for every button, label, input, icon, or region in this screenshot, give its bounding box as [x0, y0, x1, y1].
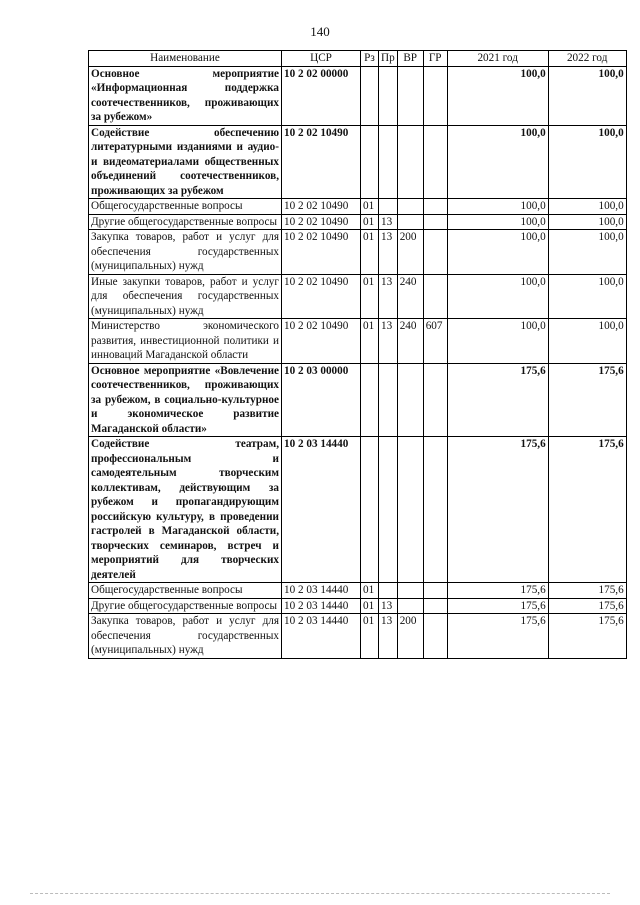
row-2022: 100,0 [548, 125, 626, 199]
row-2021: 175,6 [447, 363, 548, 437]
row-name: Другие общегосударственные вопросы [89, 214, 282, 230]
col-csr-header: ЦСР [282, 51, 361, 67]
col-pr-header: Пр [379, 51, 398, 67]
row-2021: 175,6 [447, 598, 548, 614]
col-gr-header: ГР [423, 51, 447, 67]
row-rz: 01 [361, 230, 379, 275]
row-vr: 200 [397, 614, 423, 659]
row-2021: 175,6 [447, 583, 548, 599]
row-2022: 175,6 [548, 598, 626, 614]
table-row [89, 363, 627, 437]
table-row [89, 125, 627, 199]
row-name: Другие общегосударственные вопросы [89, 598, 282, 614]
row-rz [361, 437, 379, 583]
row-2021: 100,0 [447, 214, 548, 230]
row-gr [423, 230, 447, 275]
row-2021: 175,6 [447, 614, 548, 659]
row-2021: 100,0 [447, 319, 548, 364]
row-csr: 10 2 02 10490 [282, 214, 361, 230]
col-2021-header: 2021 год [447, 51, 548, 67]
row-pr [379, 437, 398, 583]
row-2022: 175,6 [548, 363, 626, 437]
row-pr: 13 [379, 319, 398, 364]
budget-table [88, 50, 627, 659]
row-csr: 10 2 02 10490 [282, 199, 361, 215]
row-gr [423, 437, 447, 583]
row-pr [379, 583, 398, 599]
row-csr: 10 2 03 14440 [282, 583, 361, 599]
row-rz: 01 [361, 199, 379, 215]
row-name: Общегосударственные вопросы [89, 199, 282, 215]
row-pr [379, 66, 398, 125]
table-row [89, 66, 627, 125]
row-csr: 10 2 02 10490 [282, 230, 361, 275]
row-name: Основное мероприятие «Информационная поддержка соотечественников, проживающих за рубежом» [89, 66, 282, 125]
table-row [89, 583, 627, 599]
row-rz [361, 363, 379, 437]
row-gr [423, 125, 447, 199]
table-row [89, 437, 627, 583]
row-csr: 10 2 03 14440 [282, 598, 361, 614]
row-pr: 13 [379, 614, 398, 659]
row-name: Закупка товаров, работ и услуг для обеспечения государственных (муниципальных) нужд [89, 230, 282, 275]
row-vr [397, 363, 423, 437]
row-name: Содействие театрам, профессиональным и самодеятельным творческим коллективам, действующим за рубежом и пропагандирующим российскую культуру, в проведении гастролей в Магаданской области, творческих семинаров, встреч и мероприятий для творческих деятелей [89, 437, 282, 583]
row-2022: 100,0 [548, 199, 626, 215]
page-bottom-divider [30, 893, 610, 894]
row-vr [397, 199, 423, 215]
table-row [89, 274, 627, 319]
table-row [89, 199, 627, 215]
row-2021: 100,0 [447, 230, 548, 275]
col-vr-header: ВР [397, 51, 423, 67]
table-row [89, 614, 627, 659]
row-csr: 10 2 02 10490 [282, 319, 361, 364]
row-2022: 100,0 [548, 319, 626, 364]
row-gr: 607 [423, 319, 447, 364]
col-2022-header: 2022 год [548, 51, 626, 67]
row-pr [379, 125, 398, 199]
row-vr [397, 598, 423, 614]
row-2022: 175,6 [548, 583, 626, 599]
table-row [89, 214, 627, 230]
row-2021: 100,0 [447, 66, 548, 125]
row-rz: 01 [361, 598, 379, 614]
col-rz-header: Рз [361, 51, 379, 67]
row-gr [423, 614, 447, 659]
table-row [89, 319, 627, 364]
row-vr: 240 [397, 274, 423, 319]
row-rz: 01 [361, 274, 379, 319]
row-2022: 100,0 [548, 274, 626, 319]
row-rz: 01 [361, 214, 379, 230]
table-row [89, 230, 627, 275]
row-vr: 240 [397, 319, 423, 364]
row-2021: 175,6 [447, 437, 548, 583]
row-2021: 100,0 [447, 199, 548, 215]
row-pr [379, 199, 398, 215]
row-gr [423, 66, 447, 125]
row-2022: 175,6 [548, 437, 626, 583]
row-2021: 100,0 [447, 125, 548, 199]
row-vr [397, 66, 423, 125]
row-csr: 10 2 02 10490 [282, 125, 361, 199]
row-pr: 13 [379, 274, 398, 319]
row-gr [423, 214, 447, 230]
row-csr: 10 2 03 00000 [282, 363, 361, 437]
row-name: Министерство экономического развития, инвестиционной политики и инноваций Магаданской области [89, 319, 282, 364]
row-pr: 13 [379, 230, 398, 275]
row-name: Закупка товаров, работ и услуг для обеспечения государственных (муниципальных) нужд [89, 614, 282, 659]
row-name: Содействие обеспечению литературными изданиями и аудио- и видеоматериалами общественных объединений соотечественников, проживающих за рубежом [89, 125, 282, 199]
row-vr [397, 583, 423, 599]
header-row [89, 51, 627, 67]
row-pr [379, 363, 398, 437]
row-csr: 10 2 03 14440 [282, 437, 361, 583]
row-2021: 100,0 [447, 274, 548, 319]
row-name: Общегосударственные вопросы [89, 583, 282, 599]
row-2022: 100,0 [548, 66, 626, 125]
row-vr: 200 [397, 230, 423, 275]
row-pr: 13 [379, 214, 398, 230]
row-gr [423, 199, 447, 215]
row-gr [423, 274, 447, 319]
row-2022: 100,0 [548, 214, 626, 230]
row-gr [423, 598, 447, 614]
row-csr: 10 2 02 00000 [282, 66, 361, 125]
row-2022: 100,0 [548, 230, 626, 275]
row-name: Иные закупки товаров, работ и услуг для обеспечения государственных (муниципальных) нужд [89, 274, 282, 319]
col-name-header: Наименование [89, 51, 282, 67]
row-gr [423, 363, 447, 437]
table-row [89, 598, 627, 614]
row-pr: 13 [379, 598, 398, 614]
row-rz: 01 [361, 614, 379, 659]
row-vr [397, 214, 423, 230]
row-vr [397, 437, 423, 583]
row-csr: 10 2 03 14440 [282, 614, 361, 659]
row-rz [361, 66, 379, 125]
row-2022: 175,6 [548, 614, 626, 659]
row-name: Основное мероприятие «Вовлечение соотечественников, проживающих за рубежом, в социально-культурное и экономическое развитие Магаданской области» [89, 363, 282, 437]
page-number: 140 [310, 24, 330, 39]
row-gr [423, 583, 447, 599]
row-csr: 10 2 02 10490 [282, 274, 361, 319]
row-rz: 01 [361, 583, 379, 599]
row-vr [397, 125, 423, 199]
row-rz: 01 [361, 319, 379, 364]
row-rz [361, 125, 379, 199]
